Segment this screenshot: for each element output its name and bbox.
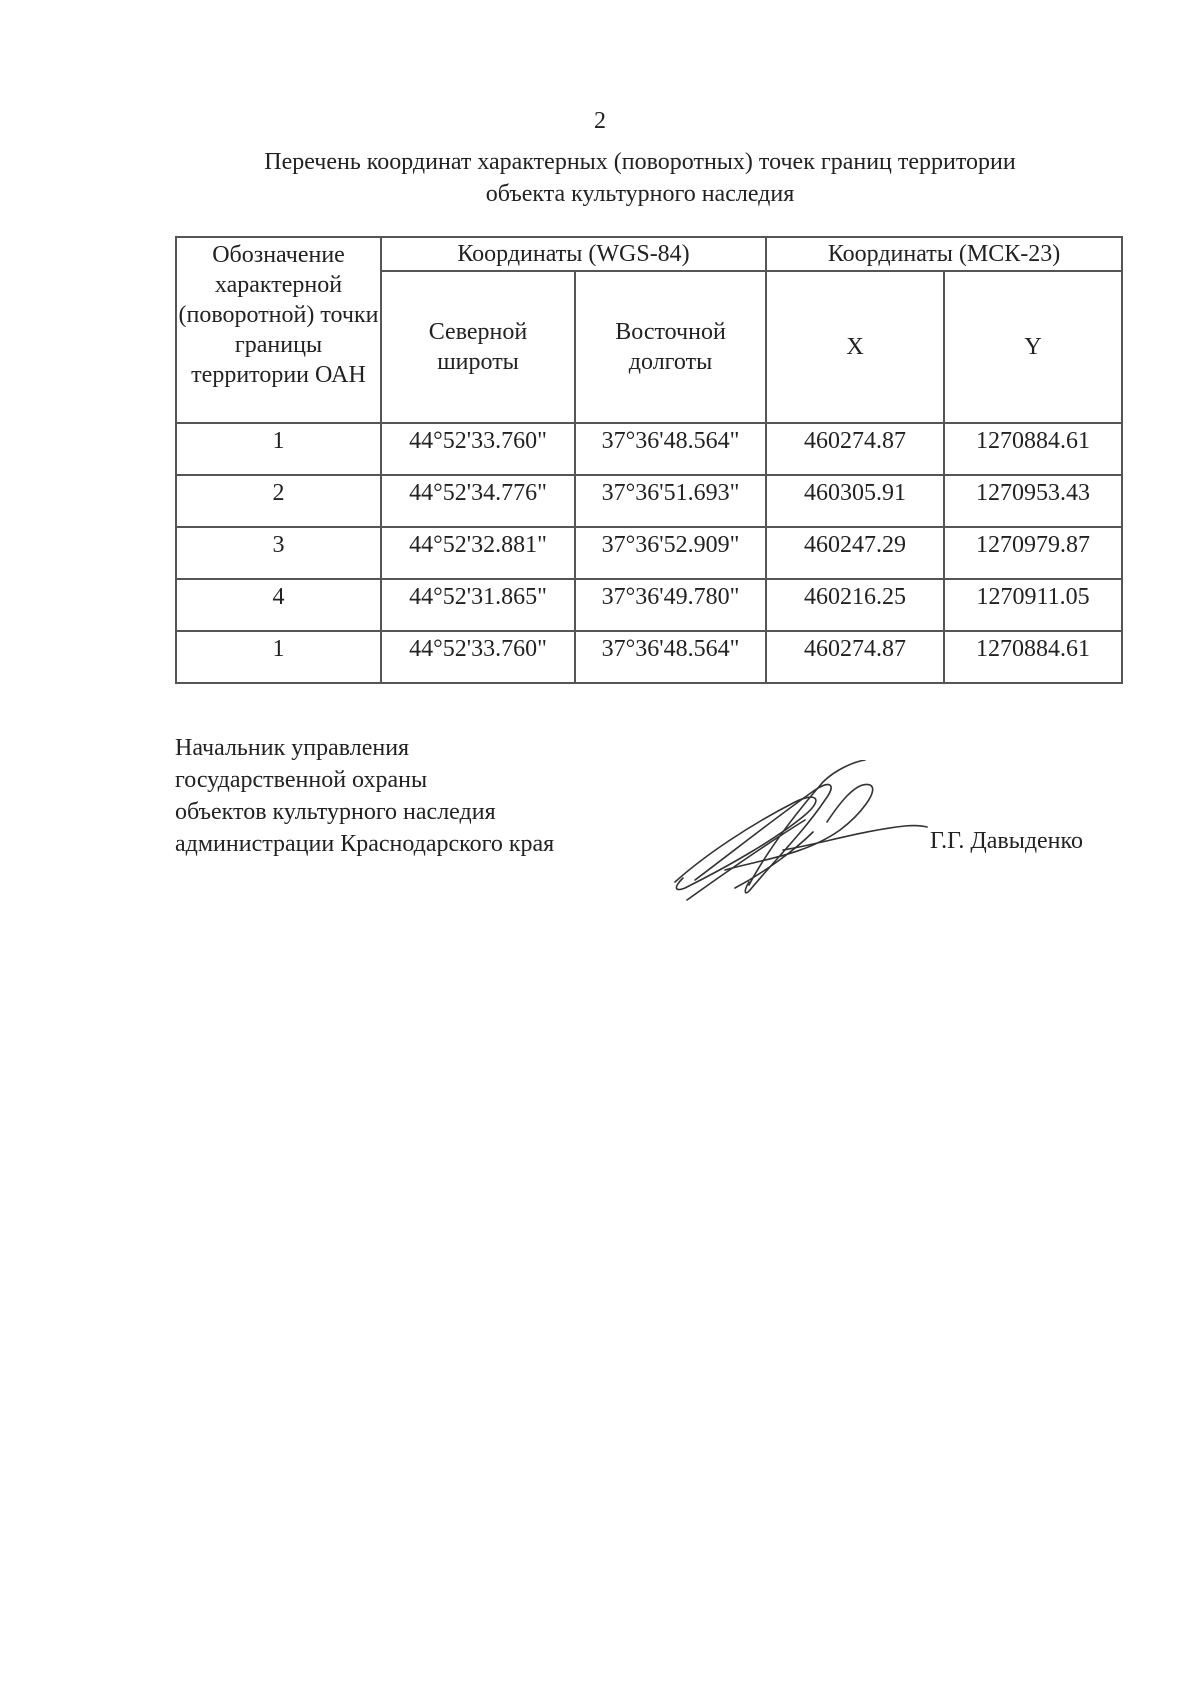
cell-y: 1270884.61: [944, 631, 1122, 683]
cell-point: 4: [176, 579, 381, 631]
cell-point: 3: [176, 527, 381, 579]
header-msk23-group: Координаты (МСК-23): [766, 237, 1122, 271]
cell-longitude: 37°36'48.564": [575, 631, 766, 683]
cell-latitude: 44°52'33.760": [381, 631, 575, 683]
cell-y: 1270979.87: [944, 527, 1122, 579]
signer-position-line: Начальник управления: [175, 735, 410, 761]
cell-point: 2: [176, 475, 381, 527]
header-point-line: Обозначение: [212, 242, 345, 268]
header-north-line: широты: [437, 349, 519, 375]
header-point-line: характерной: [214, 272, 343, 298]
document-title-line: Перечень координат характерных (поворотных) точек границ территории: [264, 149, 1016, 175]
header-x: X: [766, 271, 944, 423]
handwritten-signature: [665, 760, 930, 910]
signer-position-line: объектов культурного наследия: [175, 799, 496, 825]
header-north-latitude: [381, 271, 575, 423]
header-east-longitude: [575, 271, 766, 423]
cell-latitude: 44°52'32.881": [381, 527, 575, 579]
table-row: [176, 475, 1122, 527]
cell-x: 460247.29: [766, 527, 944, 579]
header-point-designation: [176, 237, 381, 423]
cell-x: 460216.25: [766, 579, 944, 631]
header-point-line: ОАН: [315, 362, 366, 388]
page-number: 2: [594, 108, 606, 134]
header-point-line: (поворотной): [178, 302, 315, 328]
header-wgs84-group: Координаты (WGS-84): [381, 237, 766, 271]
document-title-line: объекта культурного наследия: [485, 181, 795, 207]
cell-longitude: 37°36'51.693": [575, 475, 766, 527]
signer-position-line: государственной охраны: [175, 767, 428, 793]
table-row: [176, 631, 1122, 683]
coordinates-table: [175, 236, 1123, 684]
table-row: [176, 527, 1122, 579]
table-row: [176, 579, 1122, 631]
document-title: [170, 146, 1110, 210]
cell-longitude: 37°36'48.564": [575, 423, 766, 475]
header-y: Y: [944, 271, 1122, 423]
cell-y: 1270911.05: [944, 579, 1122, 631]
header-east-line: Восточной: [615, 319, 726, 345]
table-row: [176, 423, 1122, 475]
cell-latitude: 44°52'31.865": [381, 579, 575, 631]
cell-latitude: 44°52'33.760": [381, 423, 575, 475]
cell-x: 460274.87: [766, 423, 944, 475]
cell-y: 1270884.61: [944, 423, 1122, 475]
header-east-line: долготы: [628, 349, 713, 375]
header-north-line: Северной: [428, 319, 528, 345]
header-point-line: точки границы: [234, 302, 379, 358]
signer-name: Г.Г. Давыденко: [930, 828, 1083, 854]
cell-y: 1270953.43: [944, 475, 1122, 527]
cell-longitude: 37°36'52.909": [575, 527, 766, 579]
signer-position: [175, 732, 554, 860]
cell-point: 1: [176, 423, 381, 475]
cell-latitude: 44°52'34.776": [381, 475, 575, 527]
cell-x: 460305.91: [766, 475, 944, 527]
cell-longitude: 37°36'49.780": [575, 579, 766, 631]
cell-x: 460274.87: [766, 631, 944, 683]
cell-point: 1: [176, 631, 381, 683]
header-point-line: территории: [191, 362, 310, 388]
signer-position-line: администрации Краснодарского края: [175, 831, 555, 857]
